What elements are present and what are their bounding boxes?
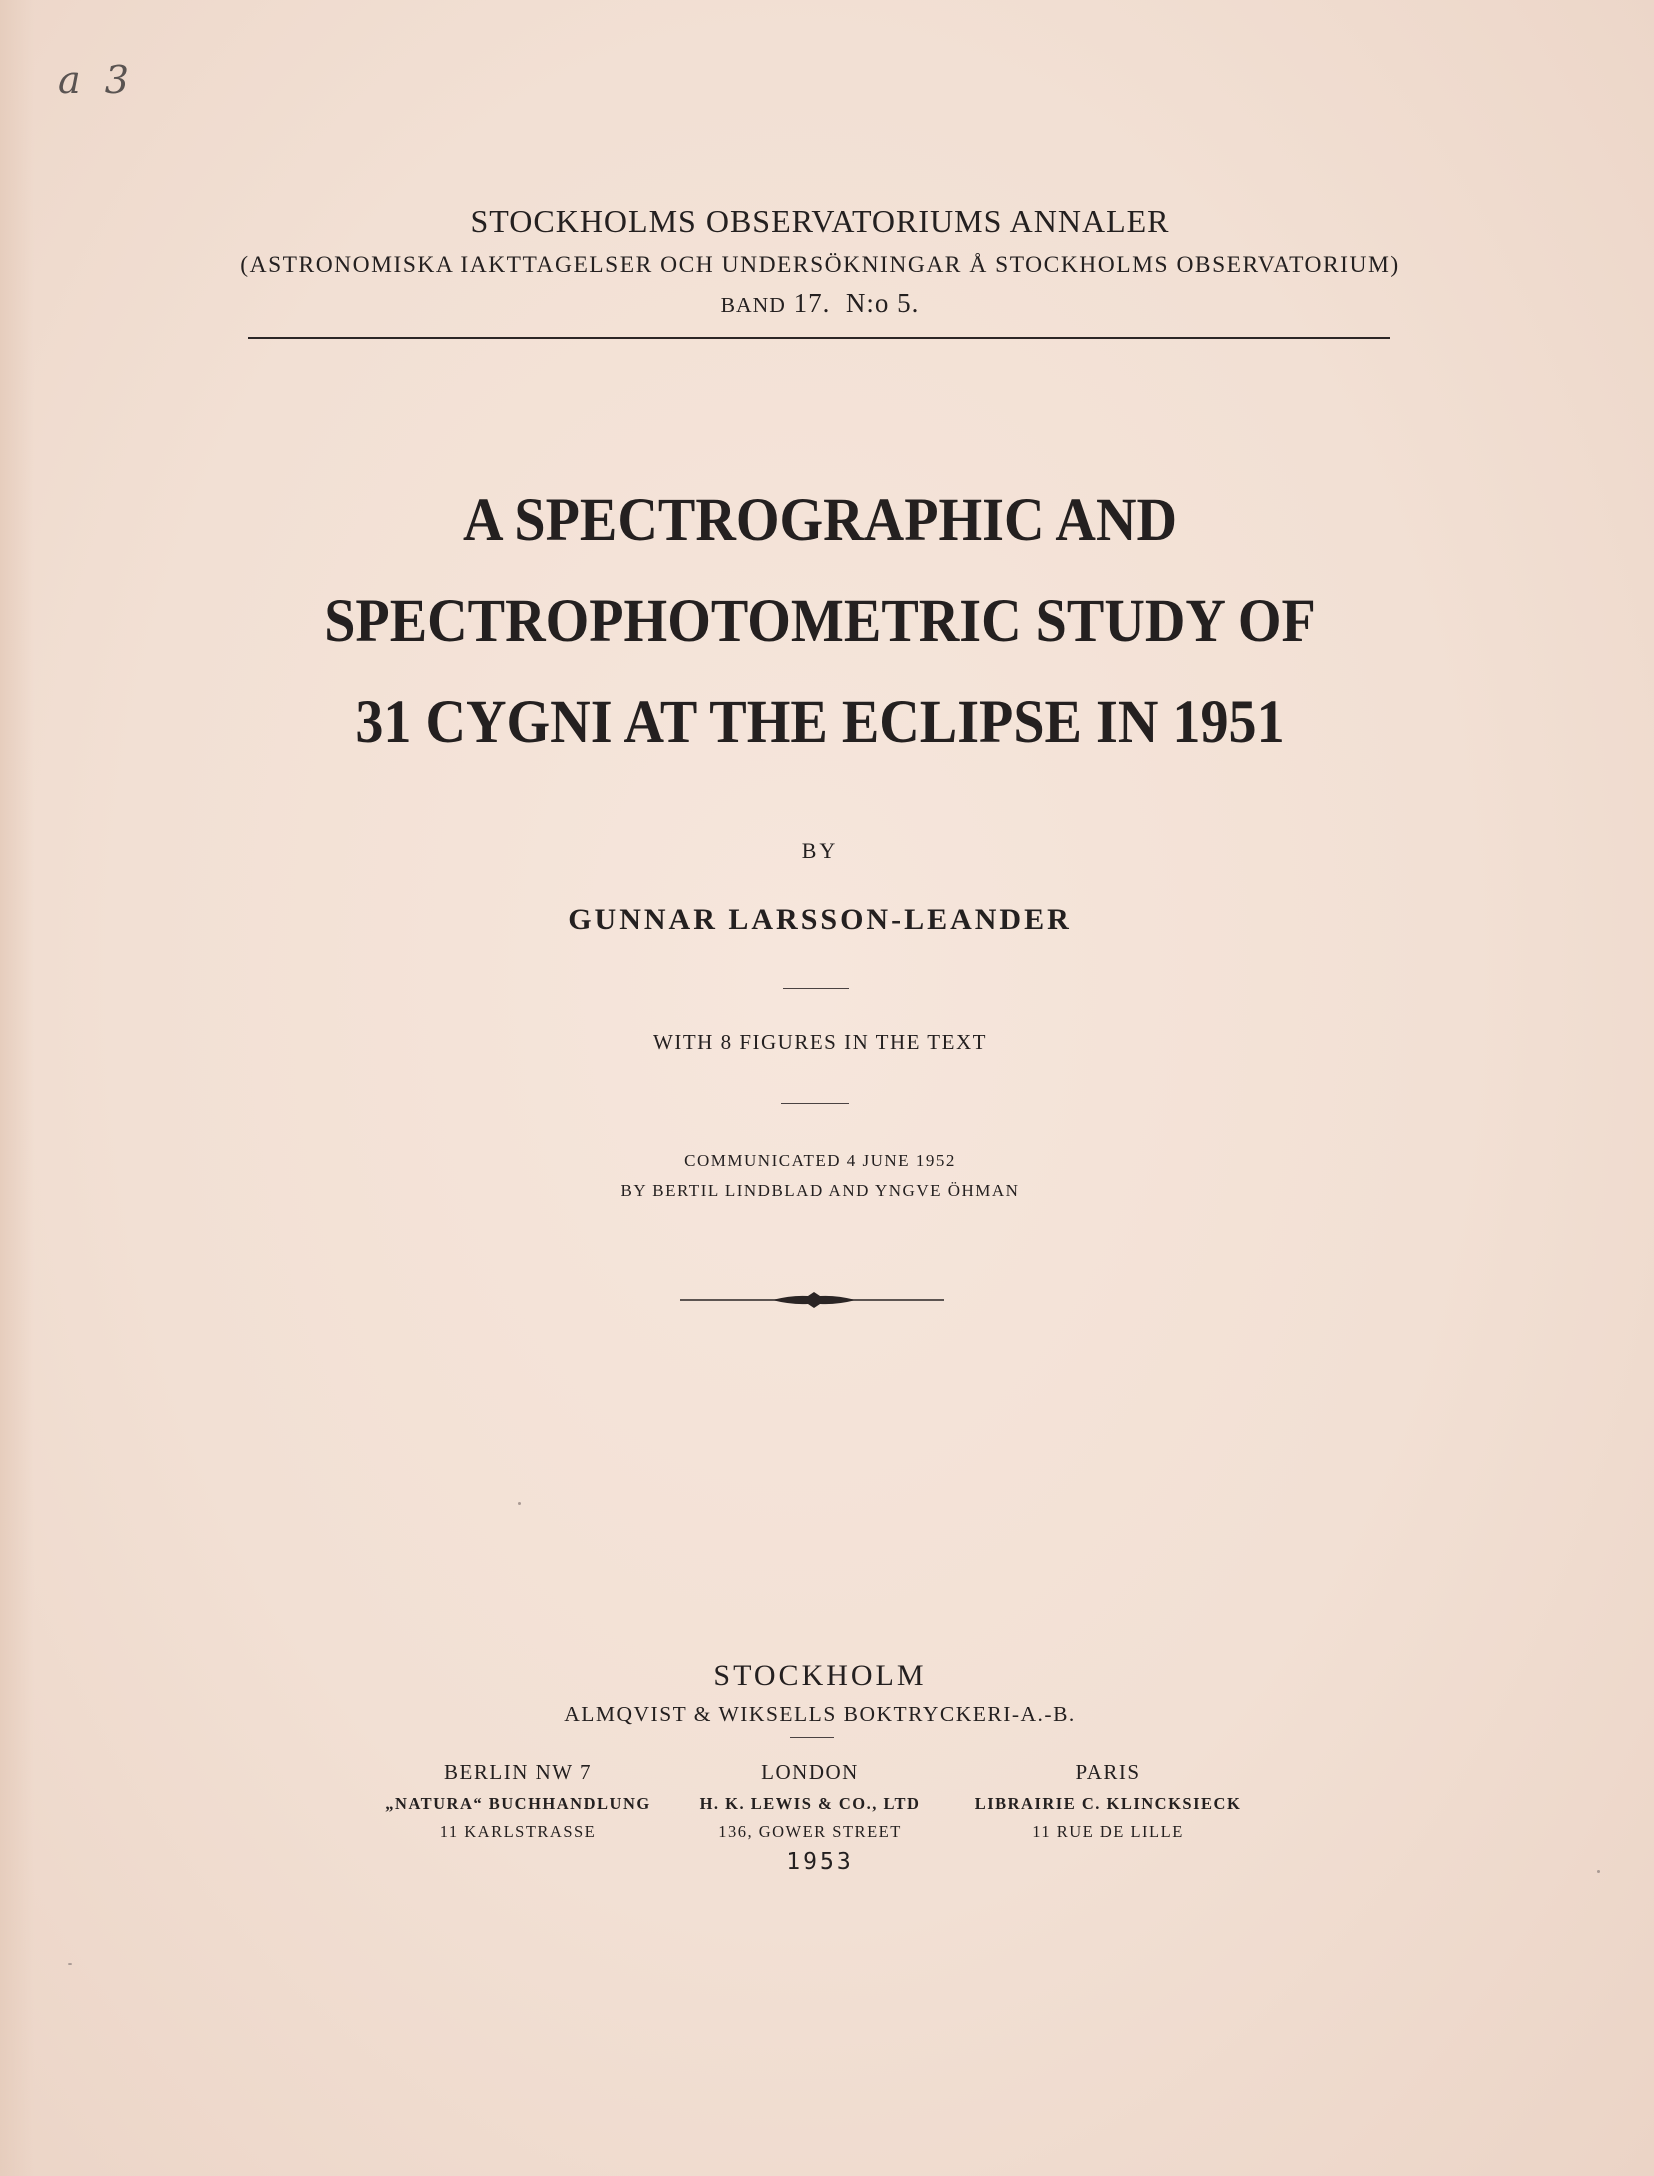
paper-speck <box>68 1963 72 1965</box>
ornament-rule <box>680 1290 944 1310</box>
publisher-city: STOCKHOLM <box>713 1659 927 1692</box>
author-name: GUNNAR LARSSON-LEANDER <box>568 903 1072 936</box>
series-title: STOCKHOLMS OBSERVATORIUMS ANNALER <box>470 203 1170 239</box>
divider-rule-3 <box>790 1737 834 1738</box>
communicated-by: BY BERTIL LINDBLAD AND YNGVE ÖHMAN <box>620 1181 1020 1200</box>
printer-name: ALMQVIST & WIKSELLS BOKTRYCKERI-A.-B. <box>564 1702 1076 1726</box>
band-label: BAND <box>720 293 786 317</box>
agent-city: PARIS <box>1075 1760 1141 1784</box>
publication-year: 1953 <box>786 1849 854 1875</box>
header-rule <box>248 337 1390 339</box>
figures-note: WITH 8 FIGURES IN THE TEXT <box>653 1030 987 1054</box>
issue-number: N:o 5. <box>845 288 920 318</box>
agent-city: LONDON <box>761 1760 859 1784</box>
paper-speck <box>518 1502 521 1505</box>
divider-rule-1 <box>783 988 849 989</box>
series-subtitle: (ASTRONOMISKA IAKTTAGELSER OCH UNDERSÖKNINGAR Å STOCKHOLMS OBSERVATORIUM) <box>240 252 1400 278</box>
agent-address: 136, GOWER STREET <box>718 1822 902 1841</box>
band-number: 17. <box>793 288 831 318</box>
paper-edge-shadow <box>0 0 34 2176</box>
title-line-1: A SPECTROGRAPHIC AND <box>462 487 1178 554</box>
paper-speck <box>1597 1870 1600 1873</box>
agent-name: LIBRAIRIE C. KLINCKSIECK <box>974 1794 1242 1813</box>
title-line-3: 31 CYGNI AT THE ECLIPSE IN 1951 <box>355 689 1285 756</box>
volume-issue <box>230 288 1410 319</box>
handwritten-note: a 3 <box>58 58 135 102</box>
document-title <box>277 470 1363 773</box>
agent-name: H. K. LEWIS & CO., LTD <box>699 1794 921 1813</box>
agent-address: 11 RUE DE LILLE <box>1032 1822 1184 1841</box>
agent-address: 11 KARLSTRASSE <box>439 1822 597 1841</box>
divider-rule-2 <box>781 1103 849 1104</box>
communicated-date: COMMUNICATED 4 JUNE 1952 <box>684 1151 956 1170</box>
agent-name: „NATURA“ BUCHHANDLUNG <box>385 1794 651 1813</box>
byline: BY <box>801 838 839 863</box>
agent-paris <box>928 1760 1288 1842</box>
agent-city: BERLIN NW 7 <box>444 1760 592 1784</box>
title-line-2: SPECTROPHOTOMETRIC STUDY OF <box>324 588 1316 655</box>
